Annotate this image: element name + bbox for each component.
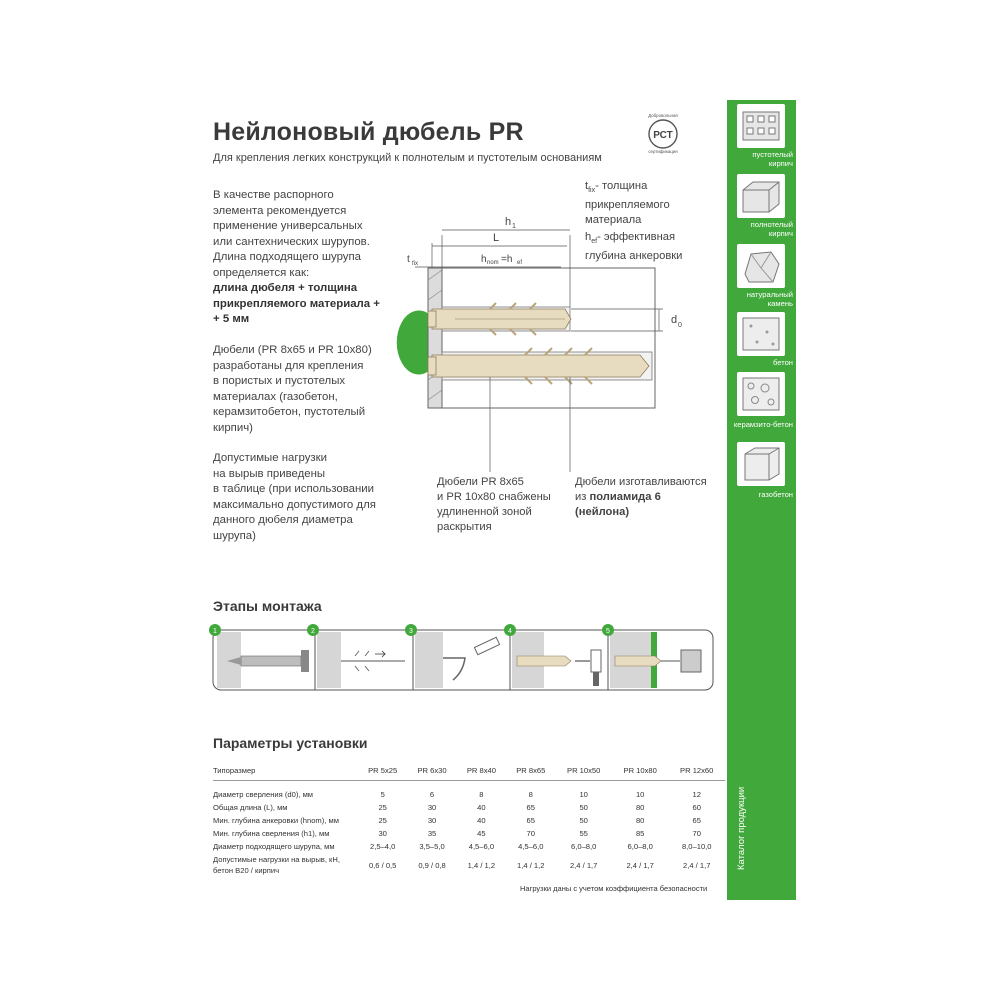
category-label: бетон bbox=[772, 358, 793, 367]
caption-long-dowels: Дюбели PR 8х65 и PR 10х80 снабжены удлиненной зоной раскрытия bbox=[437, 476, 551, 533]
table-row: Допустимые нагрузки на вырыв, кН, бетон В20 / кирпич 0,6 / 0,5 0,9 / 0,8 1,4 / 1,2 1,4 / 1,2 2,4 / 1,7 2,4 / 1,7 2,4 / 1,7 bbox=[213, 855, 711, 875]
table-row: Диаметр подходящего шурупа, мм 2,5–4,0 3,5–5,0 4,5–6,0 4,5–6,0 6,0–8,0 6,0–8,0 8,0–10,0 bbox=[213, 842, 712, 851]
natural-stone-icon bbox=[737, 244, 785, 288]
cert-bottom-text: сертификация bbox=[648, 149, 678, 154]
step-3-number: 3 bbox=[409, 628, 413, 635]
cert-mark: РСТ bbox=[653, 130, 673, 141]
step-5-number: 5 bbox=[606, 628, 610, 635]
category-label: полнотелый кирпич bbox=[750, 220, 793, 238]
load-info-paragraph: Допустимые нагрузки на вырыв приведены в таблице (при использовании максимально допустимого для данного дюбеля диаметра шурупа) bbox=[213, 452, 376, 542]
svg-text:0: 0 bbox=[678, 322, 682, 329]
safety-note: Нагрузки даны с учетом коэффициента безопасности bbox=[520, 884, 708, 893]
table-row: Мин. глубина анкеровки (hnom), мм 25 30 40 65 50 80 65 bbox=[213, 816, 701, 825]
page-title: Нейлоновый дюбель PR bbox=[213, 118, 524, 146]
svg-text:=h: =h bbox=[501, 254, 513, 265]
hollow-brick-icon bbox=[737, 104, 785, 148]
h1-label: h bbox=[505, 216, 512, 228]
params-title: Параметры установки bbox=[213, 735, 368, 751]
table-header-row: Типоразмер PR 5х25 PR 6х30 PR 8х40 PR 8х65 PR 10х50 PR 10х80 PR 12х60 bbox=[213, 760, 725, 781]
params-table bbox=[213, 760, 725, 877]
expanded-clay-concrete-icon bbox=[737, 372, 785, 416]
step-2-number: 2 bbox=[311, 628, 315, 635]
d0-label: d bbox=[671, 314, 678, 326]
table-row: Диаметр сверления (d0), мм 5 6 8 8 10 10 12 bbox=[213, 790, 701, 799]
green-marker-icon bbox=[397, 311, 430, 375]
dowel-diagram bbox=[395, 200, 695, 480]
svg-text:ef: ef bbox=[517, 260, 523, 266]
svg-text:1: 1 bbox=[512, 223, 516, 230]
table-row: Общая длина (L), мм 25 30 40 65 50 80 60 bbox=[213, 803, 701, 812]
step-1-number: 1 bbox=[213, 628, 217, 635]
step-4-number: 4 bbox=[508, 628, 512, 635]
category-label: керамзито-бетон bbox=[733, 420, 793, 429]
category-label: натуральный камень bbox=[746, 290, 793, 308]
intro-paragraph: В качестве распорного элемента рекомендуется применение универсальных или сантехнических шурупов. Длина подходящего шурупа определяется как: длина дюбеля + толщина прикрепляемого материала + + 5 мм bbox=[213, 189, 380, 325]
concrete-icon bbox=[737, 312, 785, 356]
certification-mark-icon bbox=[640, 108, 686, 154]
installation-steps bbox=[205, 620, 715, 695]
catalog-label: Каталог продукции bbox=[736, 786, 747, 870]
hnom-label: h bbox=[481, 254, 487, 265]
svg-text:nom: nom bbox=[487, 260, 499, 266]
solid-brick-icon bbox=[737, 174, 785, 218]
caption-material: Дюбели изготавливаются из полиамида 6 (нейлона) bbox=[575, 476, 707, 518]
page-subtitle: Для крепления легких конструкций к полнотелым и пустотелым основаниям bbox=[213, 152, 602, 164]
L-label: L bbox=[493, 232, 500, 244]
category-label: газобетон bbox=[758, 490, 793, 499]
table-row: Мин. глубина сверления (h1), мм 30 35 45 70 55 85 70 bbox=[213, 829, 701, 838]
steps-title: Этапы монтажа bbox=[213, 598, 322, 614]
legend-tfix: $t_{fix}-$ толщина прикрепляемого материала bbox=[585, 180, 670, 227]
aerated-concrete-icon bbox=[737, 442, 785, 486]
category-sidebar bbox=[727, 100, 796, 900]
category-label: пустотелый кирпич bbox=[752, 150, 793, 168]
dowel-application-paragraph: Дюбели (PR 8х65 и PR 10х80) разработаны для крепления в пористых и пустотелых материалах (газобетон, керамзитобетон, пустотелый кирпич) bbox=[213, 344, 372, 434]
tfix-label: t bbox=[407, 254, 410, 265]
cert-top-text: Добровольная bbox=[648, 113, 678, 118]
dowel-bottom bbox=[432, 355, 649, 377]
svg-text:fix: fix bbox=[412, 261, 418, 267]
legend-hef: $h_{ef}-$ эффективная глубина анкеровки bbox=[585, 231, 683, 263]
